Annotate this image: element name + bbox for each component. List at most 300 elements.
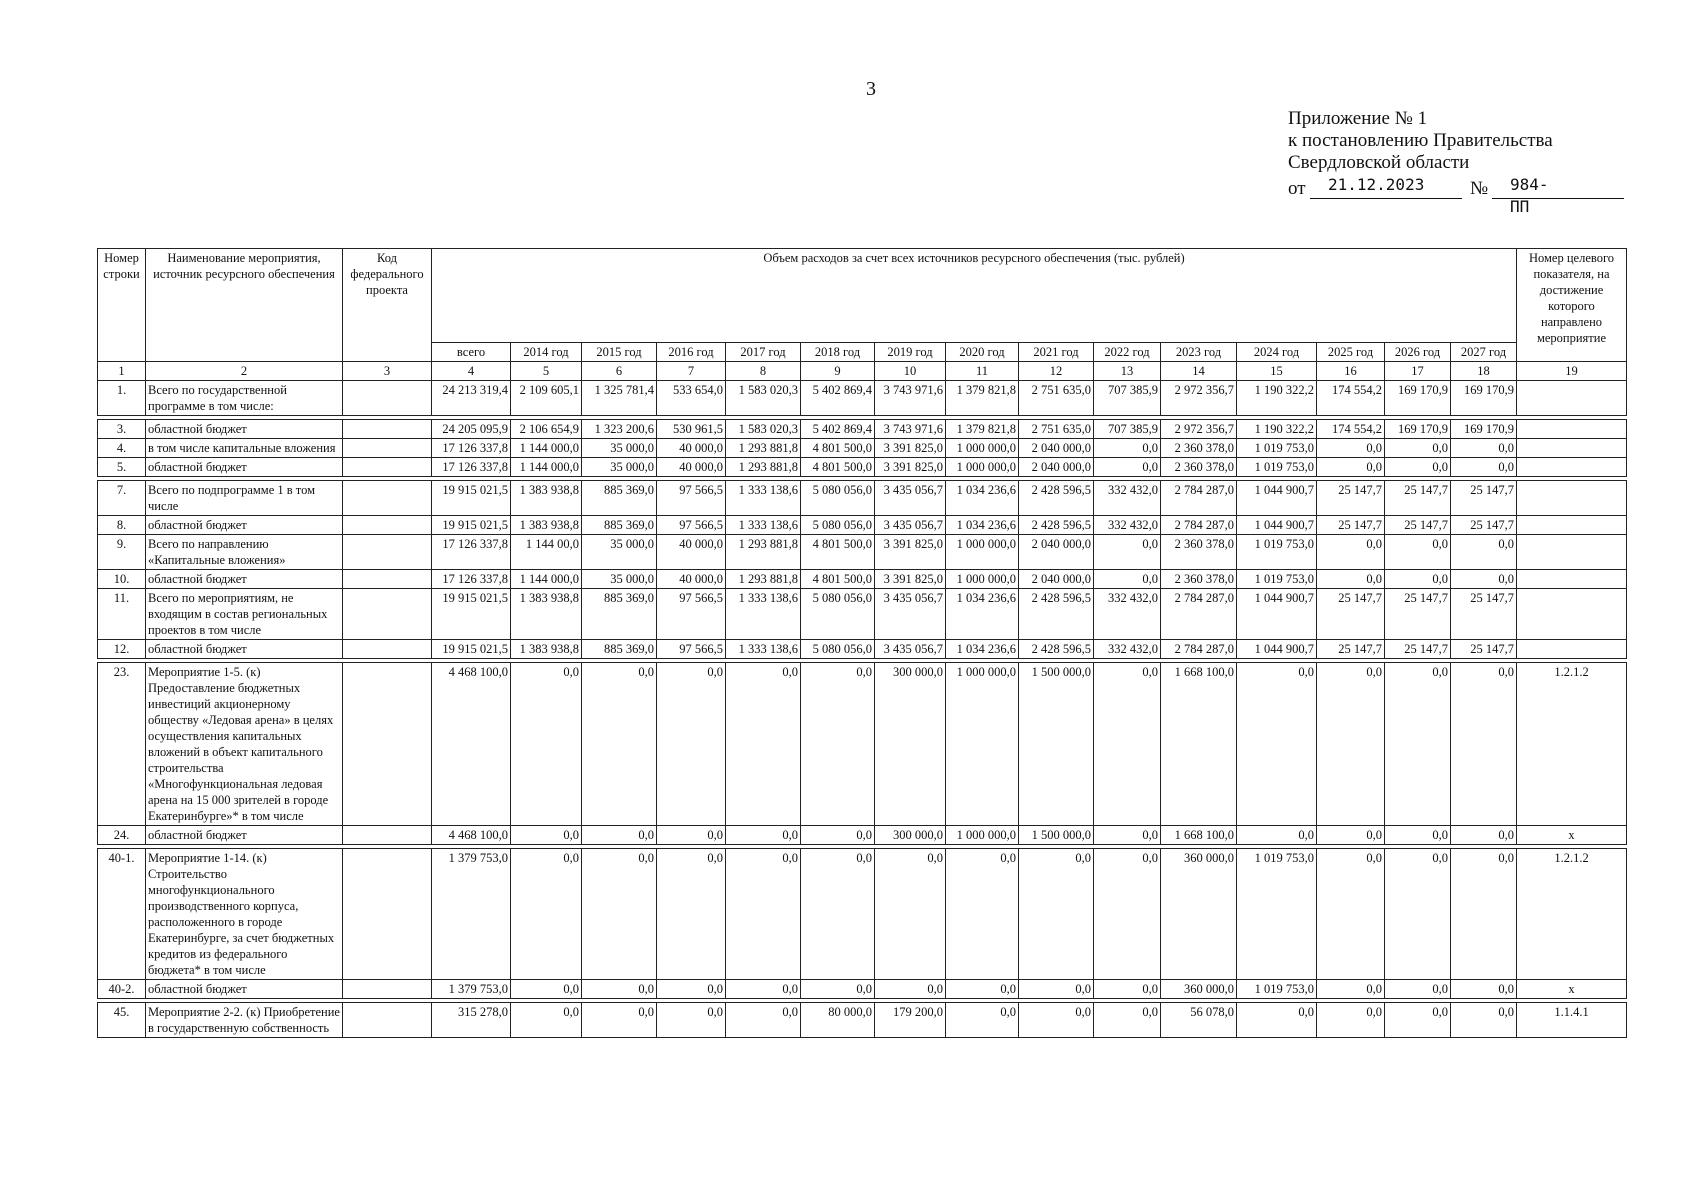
row-value: 17 126 337,8 [432, 570, 511, 589]
header-target: Номер целевого показателя, на достижение которого направлено мероприятие [1517, 249, 1627, 362]
row-number: 10. [98, 570, 146, 589]
row-value: 19 915 021,5 [432, 640, 511, 659]
row-value: 0,0 [1317, 663, 1385, 826]
row-value: 3 435 056,7 [875, 640, 946, 659]
row-value: 0,0 [1094, 663, 1161, 826]
header-year: 2015 год [582, 343, 657, 362]
row-value: 97 566,5 [657, 589, 726, 640]
header-year: 2024 год [1237, 343, 1317, 362]
row-value: 2 428 596,5 [1019, 589, 1094, 640]
row-value: 0,0 [657, 849, 726, 980]
row-value: 0,0 [582, 1003, 657, 1038]
row-value: 0,0 [1451, 458, 1517, 477]
header-project-code: Код федерального проекта [343, 249, 432, 362]
row-value: 1 379 821,8 [946, 420, 1019, 439]
row-target [1517, 381, 1627, 416]
row-value: 3 391 825,0 [875, 458, 946, 477]
row-value: 35 000,0 [582, 439, 657, 458]
row-value: 1 293 881,8 [726, 570, 801, 589]
row-value: 17 126 337,8 [432, 439, 511, 458]
row-value: 2 784 287,0 [1161, 589, 1237, 640]
row-value: 0,0 [1385, 458, 1451, 477]
row-number: 40-1. [98, 849, 146, 980]
table-row [98, 516, 1627, 535]
column-number: 8 [726, 362, 801, 381]
row-value: 0,0 [875, 849, 946, 980]
row-value: 2 784 287,0 [1161, 516, 1237, 535]
row-target [1517, 420, 1627, 439]
column-number: 13 [1094, 362, 1161, 381]
row-number: 4. [98, 439, 146, 458]
row-value: 2 972 356,7 [1161, 420, 1237, 439]
row-value: 2 040 000,0 [1019, 570, 1094, 589]
row-value: 0,0 [1451, 980, 1517, 999]
table-row [98, 381, 1627, 416]
row-value: 1 019 753,0 [1237, 458, 1317, 477]
row-target [1517, 589, 1627, 640]
row-project-code [343, 535, 432, 570]
row-value: 2 106 654,9 [511, 420, 582, 439]
row-project-code [343, 516, 432, 535]
header-name: Наименование мероприятия, источник ресурсного обеспечения [146, 249, 343, 362]
row-value: 35 000,0 [582, 570, 657, 589]
row-target: 1.1.4.1 [1517, 1003, 1627, 1038]
row-number: 8. [98, 516, 146, 535]
row-project-code [343, 420, 432, 439]
row-number: 24. [98, 826, 146, 845]
row-value: 1 034 236,6 [946, 589, 1019, 640]
header-total: всего [432, 343, 511, 362]
row-value: 4 801 500,0 [801, 570, 875, 589]
row-value: 35 000,0 [582, 535, 657, 570]
row-value: 0,0 [657, 663, 726, 826]
row-value: 56 078,0 [1161, 1003, 1237, 1038]
row-value: 0,0 [801, 849, 875, 980]
header-year: 2020 год [946, 343, 1019, 362]
header-volume: Объем расходов за счет всех источников ресурсного обеспечения (тыс. рублей) [432, 249, 1517, 343]
row-value: 1 019 753,0 [1237, 535, 1317, 570]
row-project-code [343, 980, 432, 999]
row-value: 0,0 [726, 1003, 801, 1038]
row-value: 4 468 100,0 [432, 826, 511, 845]
row-value: 2 109 605,1 [511, 381, 582, 416]
row-value: 1 000 000,0 [946, 535, 1019, 570]
row-name: областной бюджет [146, 516, 343, 535]
row-value: 1 379 821,8 [946, 381, 1019, 416]
row-value: 25 147,7 [1385, 640, 1451, 659]
row-target: 1.2.1.2 [1517, 663, 1627, 826]
row-value: 1 144 000,0 [511, 570, 582, 589]
row-target [1517, 516, 1627, 535]
row-value: 1 293 881,8 [726, 458, 801, 477]
row-value: 0,0 [1451, 826, 1517, 845]
column-number: 10 [875, 362, 946, 381]
row-value: 40 000,0 [657, 570, 726, 589]
row-project-code [343, 849, 432, 980]
row-number: 9. [98, 535, 146, 570]
row-value: 4 468 100,0 [432, 663, 511, 826]
row-value: 24 213 319,4 [432, 381, 511, 416]
row-value: 533 654,0 [657, 381, 726, 416]
row-value: 0,0 [1094, 849, 1161, 980]
column-number: 16 [1317, 362, 1385, 381]
row-value: 0,0 [1317, 826, 1385, 845]
row-value: 0,0 [1385, 1003, 1451, 1038]
row-value: 40 000,0 [657, 439, 726, 458]
row-value: 707 385,9 [1094, 381, 1161, 416]
row-target [1517, 481, 1627, 516]
row-value: 0,0 [946, 1003, 1019, 1038]
row-value: 707 385,9 [1094, 420, 1161, 439]
row-value: 0,0 [1237, 1003, 1317, 1038]
row-value: 25 147,7 [1451, 589, 1517, 640]
row-value: 300 000,0 [875, 826, 946, 845]
page-number: 3 [866, 78, 876, 100]
row-value: 169 170,9 [1451, 381, 1517, 416]
row-value: 360 000,0 [1161, 849, 1237, 980]
row-value: 0,0 [1451, 535, 1517, 570]
row-number: 1. [98, 381, 146, 416]
row-value: 0,0 [1317, 535, 1385, 570]
row-value: 0,0 [1451, 849, 1517, 980]
row-project-code [343, 381, 432, 416]
row-project-code [343, 589, 432, 640]
row-project-code [343, 439, 432, 458]
row-value: 0,0 [1317, 439, 1385, 458]
row-value: 0,0 [511, 826, 582, 845]
row-value: 25 147,7 [1317, 589, 1385, 640]
row-target: x [1517, 826, 1627, 845]
row-value: 1 190 322,2 [1237, 420, 1317, 439]
row-value: 97 566,5 [657, 640, 726, 659]
row-target [1517, 640, 1627, 659]
appendix-line3: Свердловской области [1288, 152, 1470, 173]
row-value: 17 126 337,8 [432, 458, 511, 477]
row-value: 1 668 100,0 [1161, 826, 1237, 845]
row-value: 0,0 [1094, 980, 1161, 999]
row-value: 97 566,5 [657, 516, 726, 535]
table-body [98, 381, 1627, 1038]
row-value: 2 751 635,0 [1019, 381, 1094, 416]
row-value: 1 333 138,6 [726, 516, 801, 535]
column-number: 7 [657, 362, 726, 381]
row-value: 0,0 [511, 849, 582, 980]
column-numbers-row [98, 362, 1627, 381]
row-value: 40 000,0 [657, 458, 726, 477]
column-number: 3 [343, 362, 432, 381]
row-value: 1 000 000,0 [946, 458, 1019, 477]
row-value: 169 170,9 [1451, 420, 1517, 439]
row-value: 0,0 [1094, 570, 1161, 589]
column-number: 4 [432, 362, 511, 381]
header-year: 2023 год [1161, 343, 1237, 362]
column-number: 18 [1451, 362, 1517, 381]
row-value: 0,0 [1019, 980, 1094, 999]
column-number: 9 [801, 362, 875, 381]
row-value: 0,0 [1317, 1003, 1385, 1038]
row-value: 1 144 000,0 [511, 458, 582, 477]
row-value: 885 369,0 [582, 481, 657, 516]
table-row [98, 1003, 1627, 1038]
row-value: 0,0 [511, 1003, 582, 1038]
column-number: 15 [1237, 362, 1317, 381]
row-value: 0,0 [726, 980, 801, 999]
row-value: 0,0 [657, 1003, 726, 1038]
table-row [98, 849, 1627, 980]
row-value: 2 428 596,5 [1019, 481, 1094, 516]
row-value: 0,0 [1451, 663, 1517, 826]
row-value: 0,0 [1317, 849, 1385, 980]
row-value: 2 428 596,5 [1019, 640, 1094, 659]
row-number: 40-2. [98, 980, 146, 999]
row-value: 1 500 000,0 [1019, 826, 1094, 845]
table-row [98, 663, 1627, 826]
row-value: 0,0 [1385, 663, 1451, 826]
row-value: 1 044 900,7 [1237, 516, 1317, 535]
row-name: областной бюджет [146, 458, 343, 477]
row-value: 0,0 [1385, 849, 1451, 980]
row-value: 0,0 [1237, 663, 1317, 826]
table-row [98, 980, 1627, 999]
appendix-header [1288, 108, 1553, 216]
row-value: 332 432,0 [1094, 589, 1161, 640]
row-value: 0,0 [582, 826, 657, 845]
row-value: 2 040 000,0 [1019, 458, 1094, 477]
row-value: 19 915 021,5 [432, 516, 511, 535]
row-value: 0,0 [1094, 826, 1161, 845]
row-value: 2 784 287,0 [1161, 481, 1237, 516]
row-value: 174 554,2 [1317, 420, 1385, 439]
row-target [1517, 458, 1627, 477]
row-value: 885 369,0 [582, 640, 657, 659]
row-value: 25 147,7 [1451, 516, 1517, 535]
row-value: 0,0 [1385, 826, 1451, 845]
column-number: 5 [511, 362, 582, 381]
row-value: 315 278,0 [432, 1003, 511, 1038]
column-number: 6 [582, 362, 657, 381]
row-value: 0,0 [1237, 826, 1317, 845]
row-value: 332 432,0 [1094, 516, 1161, 535]
row-value: 1 019 753,0 [1237, 570, 1317, 589]
row-value: 1 333 138,6 [726, 481, 801, 516]
row-value: 3 391 825,0 [875, 439, 946, 458]
row-value: 2 972 356,7 [1161, 381, 1237, 416]
row-value: 0,0 [511, 663, 582, 826]
table-row [98, 458, 1627, 477]
row-value: 1 019 753,0 [1237, 849, 1317, 980]
row-value: 25 147,7 [1317, 516, 1385, 535]
row-value: 174 554,2 [1317, 381, 1385, 416]
row-value: 2 428 596,5 [1019, 516, 1094, 535]
row-value: 3 435 056,7 [875, 589, 946, 640]
row-value: 24 205 095,9 [432, 420, 511, 439]
number-label: № [1470, 178, 1489, 199]
row-value: 0,0 [1094, 439, 1161, 458]
header-year: 2022 год [1094, 343, 1161, 362]
row-value: 0,0 [1317, 980, 1385, 999]
row-value: 1 293 881,8 [726, 439, 801, 458]
row-number: 12. [98, 640, 146, 659]
row-project-code [343, 481, 432, 516]
row-value: 0,0 [1385, 439, 1451, 458]
row-value: 0,0 [511, 980, 582, 999]
row-value: 25 147,7 [1385, 481, 1451, 516]
row-value: 0,0 [1094, 1003, 1161, 1038]
row-value: 5 080 056,0 [801, 516, 875, 535]
row-value: 0,0 [946, 980, 1019, 999]
row-value: 1 583 020,3 [726, 381, 801, 416]
row-name: Мероприятие 1-5. (к) Предоставление бюджетных инвестиций акционерному обществу «Ледовая арена» в целях осуществления капитальных вложений в объект капитального строительства «Многофункциональная ледовая арена на 15 000 зрителей в городе Екатеринбурге»* в том числе [146, 663, 343, 826]
row-target [1517, 570, 1627, 589]
row-value: 1 019 753,0 [1237, 439, 1317, 458]
row-name: Всего по государственной программе в том числе: [146, 381, 343, 416]
row-value: 1 019 753,0 [1237, 980, 1317, 999]
row-value: 0,0 [726, 826, 801, 845]
row-value: 332 432,0 [1094, 481, 1161, 516]
row-name: областной бюджет [146, 826, 343, 845]
row-value: 19 915 021,5 [432, 589, 511, 640]
row-value: 5 080 056,0 [801, 589, 875, 640]
row-value: 17 126 337,8 [432, 535, 511, 570]
row-value: 3 435 056,7 [875, 481, 946, 516]
row-value: 3 391 825,0 [875, 535, 946, 570]
row-value: 3 435 056,7 [875, 516, 946, 535]
row-value: 1 034 236,6 [946, 640, 1019, 659]
row-value: 0,0 [657, 980, 726, 999]
table-row [98, 439, 1627, 458]
row-target [1517, 439, 1627, 458]
signature-row [1288, 174, 1553, 216]
row-value: 5 402 869,4 [801, 420, 875, 439]
row-value: 1 293 881,8 [726, 535, 801, 570]
column-number: 19 [1517, 362, 1627, 381]
row-value: 1 383 938,8 [511, 589, 582, 640]
row-value: 0,0 [1451, 439, 1517, 458]
header-year: 2026 год [1385, 343, 1451, 362]
row-value: 0,0 [1317, 458, 1385, 477]
row-value: 1 500 000,0 [1019, 663, 1094, 826]
row-value: 3 391 825,0 [875, 570, 946, 589]
row-value: 1 333 138,6 [726, 589, 801, 640]
row-number: 45. [98, 1003, 146, 1038]
row-project-code [343, 826, 432, 845]
appendix-line2: к постановлению Правительства [1288, 130, 1553, 151]
row-name: Мероприятие 1-14. (к) Строительство многофункционального производственного корпуса, расположенного в городе Екатеринбурге, за счет бюджетных кредитов из федерального бюджета* в том числе [146, 849, 343, 980]
row-value: 1 000 000,0 [946, 826, 1019, 845]
row-name: областной бюджет [146, 980, 343, 999]
row-value: 0,0 [1385, 535, 1451, 570]
header-year: 2021 год [1019, 343, 1094, 362]
header-year: 2025 год [1317, 343, 1385, 362]
row-value: 1 383 938,8 [511, 640, 582, 659]
row-value: 0,0 [582, 849, 657, 980]
row-project-code [343, 570, 432, 589]
row-name: областной бюджет [146, 420, 343, 439]
row-value: 0,0 [1385, 570, 1451, 589]
row-value: 1 668 100,0 [1161, 663, 1237, 826]
row-value: 2 360 378,0 [1161, 570, 1237, 589]
row-number: 7. [98, 481, 146, 516]
row-value: 0,0 [801, 826, 875, 845]
header-year: 2019 год [875, 343, 946, 362]
column-number: 14 [1161, 362, 1237, 381]
column-number: 2 [146, 362, 343, 381]
row-value: 25 147,7 [1451, 640, 1517, 659]
row-value: 0,0 [801, 980, 875, 999]
row-value: 25 147,7 [1317, 640, 1385, 659]
row-value: 0,0 [726, 849, 801, 980]
from-label: от [1288, 178, 1306, 199]
header-year: 2018 год [801, 343, 875, 362]
row-value: 885 369,0 [582, 516, 657, 535]
row-value: 179 200,0 [875, 1003, 946, 1038]
row-value: 0,0 [657, 826, 726, 845]
date-underline [1310, 198, 1462, 199]
row-value: 25 147,7 [1317, 481, 1385, 516]
row-project-code [343, 458, 432, 477]
row-value: 2 040 000,0 [1019, 535, 1094, 570]
row-value: 97 566,5 [657, 481, 726, 516]
column-number: 12 [1019, 362, 1094, 381]
row-value: 1 044 900,7 [1237, 640, 1317, 659]
row-value: 0,0 [582, 980, 657, 999]
row-number: 5. [98, 458, 146, 477]
row-value: 360 000,0 [1161, 980, 1237, 999]
table-row [98, 535, 1627, 570]
row-value: 0,0 [726, 663, 801, 826]
row-value: 3 743 971,6 [875, 420, 946, 439]
row-value: 2 751 635,0 [1019, 420, 1094, 439]
row-value: 0,0 [1094, 535, 1161, 570]
row-name: Всего по направлению «Капитальные вложения» [146, 535, 343, 570]
row-value: 0,0 [582, 663, 657, 826]
row-project-code [343, 640, 432, 659]
row-value: 1 333 138,6 [726, 640, 801, 659]
row-value: 0,0 [1451, 570, 1517, 589]
row-value: 1 000 000,0 [946, 570, 1019, 589]
row-value: 25 147,7 [1385, 589, 1451, 640]
column-number: 11 [946, 362, 1019, 381]
header-year: 2016 год [657, 343, 726, 362]
row-value: 1 034 236,6 [946, 516, 1019, 535]
header-year: 2027 год [1451, 343, 1517, 362]
row-name: в том числе капитальные вложения [146, 439, 343, 458]
table-row [98, 481, 1627, 516]
row-value: 1 144 000,0 [511, 439, 582, 458]
row-value: 1 044 900,7 [1237, 481, 1317, 516]
row-value: 80 000,0 [801, 1003, 875, 1038]
row-value: 1 383 938,8 [511, 516, 582, 535]
row-value: 0,0 [1317, 570, 1385, 589]
row-value: 2 360 378,0 [1161, 535, 1237, 570]
decree-number: 984-ПП [1510, 175, 1549, 216]
row-number: 11. [98, 589, 146, 640]
row-target: 1.2.1.2 [1517, 849, 1627, 980]
row-value: 530 961,5 [657, 420, 726, 439]
row-value: 35 000,0 [582, 458, 657, 477]
row-target [1517, 535, 1627, 570]
row-value: 1 190 322,2 [1237, 381, 1317, 416]
row-value: 40 000,0 [657, 535, 726, 570]
expenditure-table [97, 248, 1627, 1038]
row-value: 5 402 869,4 [801, 381, 875, 416]
row-value: 0,0 [1019, 1003, 1094, 1038]
row-name: Всего по подпрограмме 1 в том числе [146, 481, 343, 516]
row-value: 1 000 000,0 [946, 663, 1019, 826]
row-value: 169 170,9 [1385, 420, 1451, 439]
row-value: 1 383 938,8 [511, 481, 582, 516]
row-value: 0,0 [875, 980, 946, 999]
